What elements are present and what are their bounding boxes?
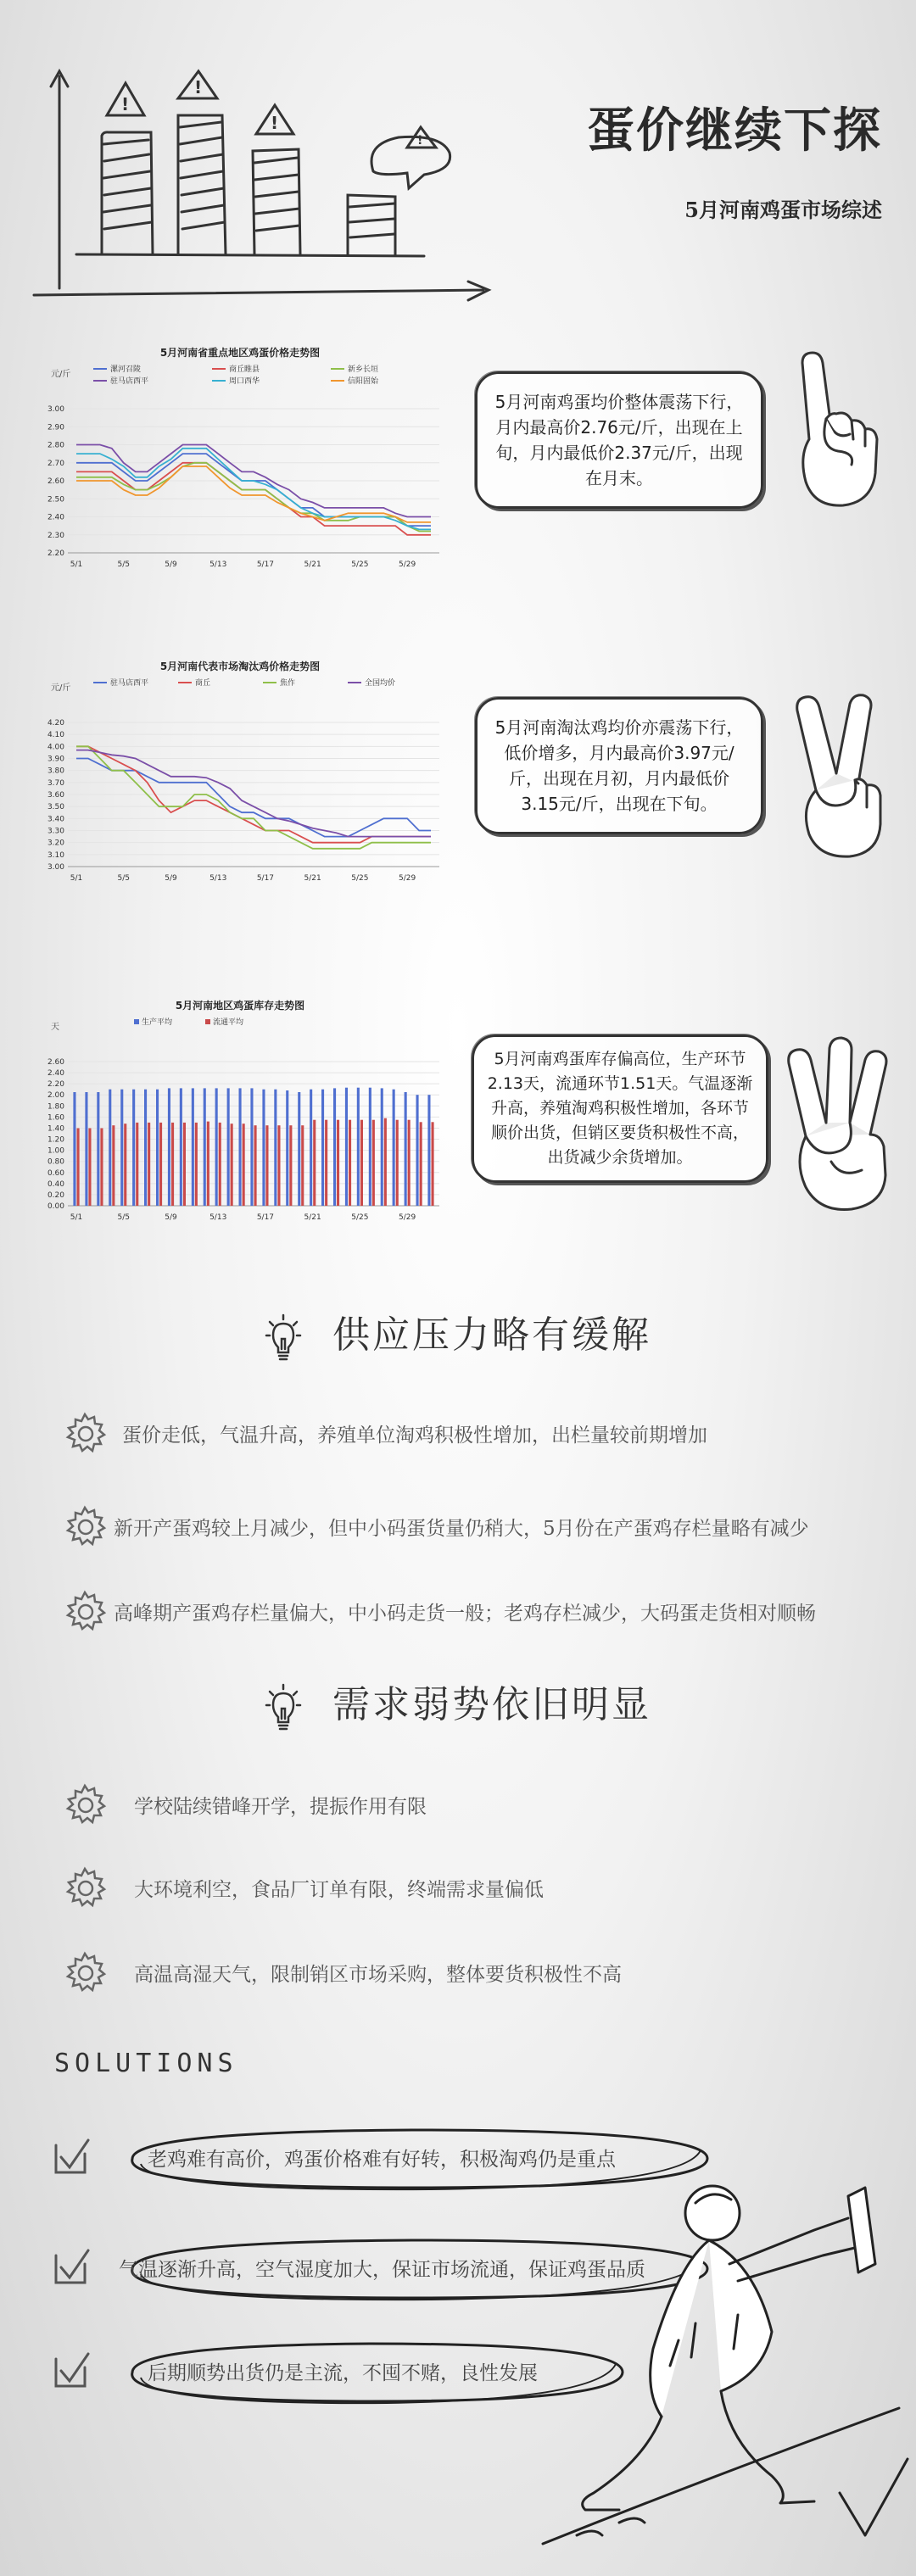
bar-2 bbox=[420, 1122, 422, 1206]
y-tick-label: 2.90 bbox=[47, 423, 64, 432]
bar-1 bbox=[274, 1090, 276, 1206]
x-tick-label: 5/29 bbox=[399, 560, 416, 569]
svg-text:!: ! bbox=[271, 113, 279, 133]
gear-icon bbox=[59, 1408, 110, 1458]
bar-1 bbox=[381, 1088, 383, 1206]
y-tick-label: 3.50 bbox=[47, 803, 64, 812]
bar-2 bbox=[171, 1123, 174, 1206]
y-tick-label: 2.00 bbox=[47, 1091, 64, 1101]
y-tick-label: 2.60 bbox=[47, 477, 64, 486]
series-line-5 bbox=[76, 449, 431, 530]
supply-point-1 bbox=[59, 1408, 707, 1458]
y-tick-label: 2.70 bbox=[47, 459, 64, 468]
gear-icon bbox=[59, 1586, 110, 1636]
bar-2 bbox=[254, 1125, 257, 1206]
gear-icon bbox=[59, 1779, 110, 1830]
x-tick-label: 5/9 bbox=[165, 874, 177, 883]
legend-entry: 生产平均 bbox=[142, 1018, 173, 1027]
y-tick-label: 0.00 bbox=[47, 1202, 64, 1211]
legend-entry: 新乡长垣 bbox=[348, 365, 379, 374]
legend-entry: 周口西华 bbox=[229, 377, 260, 386]
y-tick-label: 0.20 bbox=[47, 1190, 64, 1200]
legend-entry: 全国均价 bbox=[365, 679, 396, 688]
bar-1 bbox=[405, 1092, 407, 1206]
bar-1 bbox=[427, 1095, 430, 1206]
y-tick-label: 2.80 bbox=[47, 441, 64, 450]
checkbox-checked-icon bbox=[51, 2245, 93, 2288]
pushing-man-sketch bbox=[543, 2137, 908, 2561]
bar-1 bbox=[357, 1088, 360, 1206]
bar-1 bbox=[321, 1090, 324, 1206]
supply-point-text: 新开产蛋鸡较上月减少，但中小码蛋货量仍稍大，5月份在产蛋鸡存栏量略有减少 bbox=[114, 1517, 809, 1540]
chart-title: 5月河南地区鸡蛋库存走势图 bbox=[175, 1000, 305, 1012]
legend-entry: 漯河召陵 bbox=[110, 365, 142, 374]
bar-1 bbox=[97, 1092, 99, 1206]
x-tick-label: 5/17 bbox=[256, 874, 275, 883]
y-tick-label: 0.80 bbox=[47, 1157, 64, 1167]
y-tick-label: 2.40 bbox=[47, 1069, 64, 1079]
lightbulb-icon bbox=[265, 1681, 302, 1732]
supply-heading-text: 供应压力略有缓解 bbox=[332, 1313, 651, 1357]
checkbox-checked-icon bbox=[51, 2349, 93, 2391]
checkbox-checked-icon bbox=[51, 2135, 93, 2177]
x-tick-label: 5/13 bbox=[209, 560, 227, 569]
gear-icon bbox=[59, 1862, 110, 1913]
chart-title: 5月河南省重点地区鸡蛋价格走势图 bbox=[159, 347, 321, 359]
bar-2 bbox=[265, 1125, 268, 1206]
legend-entry: 焦作 bbox=[280, 679, 296, 688]
x-tick-label: 5/1 bbox=[70, 874, 83, 883]
x-tick-label: 5/13 bbox=[209, 1213, 227, 1222]
bar-2 bbox=[432, 1122, 434, 1206]
series-line-3 bbox=[76, 463, 431, 532]
bar-2 bbox=[77, 1129, 80, 1207]
y-tick-label: 4.10 bbox=[47, 731, 64, 740]
bar-2 bbox=[360, 1120, 363, 1206]
bar-1 bbox=[180, 1088, 182, 1206]
bar-2 bbox=[100, 1129, 103, 1207]
series-line-3 bbox=[76, 746, 431, 849]
y-tick-label: 3.60 bbox=[47, 791, 64, 800]
lightbulb-icon bbox=[265, 1312, 302, 1363]
x-tick-label: 5/9 bbox=[165, 1213, 177, 1222]
x-tick-label: 5/5 bbox=[117, 1213, 130, 1222]
legend-entry: 驻马店西平 bbox=[110, 377, 149, 386]
supply-section-heading bbox=[0, 1306, 916, 1365]
x-tick-label: 5/1 bbox=[70, 1213, 83, 1222]
bar-2 bbox=[243, 1124, 245, 1206]
bar-1 bbox=[393, 1090, 395, 1206]
bar-1 bbox=[416, 1095, 419, 1206]
x-tick-label: 5/25 bbox=[351, 1213, 369, 1222]
y-tick-label: 3.00 bbox=[47, 405, 64, 414]
bar-2 bbox=[289, 1125, 292, 1206]
bar-2 bbox=[124, 1124, 126, 1206]
bar-2 bbox=[384, 1118, 387, 1206]
y-tick-label: 3.10 bbox=[47, 850, 64, 860]
y-tick-label: 2.20 bbox=[47, 549, 64, 558]
bar-2 bbox=[372, 1120, 375, 1206]
demand-point-text: 学校陆续错峰开学，提振作用有限 bbox=[134, 1795, 427, 1818]
legend-swatch bbox=[205, 1019, 210, 1024]
x-tick-label: 5/29 bbox=[399, 1213, 416, 1222]
y-tick-label: 2.30 bbox=[47, 531, 64, 540]
page-subtitle: 5月河南鸡蛋市场综述 bbox=[684, 198, 882, 222]
y-axis-label: 天 bbox=[51, 1023, 59, 1032]
x-tick-label: 5/21 bbox=[304, 874, 321, 883]
bar-2 bbox=[349, 1120, 351, 1206]
x-tick-label: 5/17 bbox=[256, 560, 275, 569]
solution-text: 后期顺势出货仍是主流，不囤不赌，良性发展 bbox=[148, 2362, 538, 2384]
x-tick-label: 5/21 bbox=[304, 1213, 321, 1222]
bar-1 bbox=[204, 1088, 206, 1206]
summary-bubble-inventory: 5月河南鸡蛋库存偏高位，生产环节2.13天，流通环节1.51天。气温逐渐升高，养殖淘鸡积极性增加，各环节顺价出货，但销区要货积极性不高，出货减少余货增加。 bbox=[472, 1034, 768, 1183]
bar-2 bbox=[313, 1120, 316, 1206]
y-tick-label: 1.80 bbox=[47, 1102, 64, 1112]
svg-text:!: ! bbox=[194, 77, 203, 98]
supply-point-3 bbox=[59, 1586, 816, 1636]
series-line-4 bbox=[76, 750, 431, 837]
hand-two-fingers-icon bbox=[782, 689, 892, 867]
hero-bar-sketch bbox=[25, 59, 500, 314]
demand-point-2 bbox=[59, 1862, 544, 1913]
bar-2 bbox=[207, 1122, 209, 1206]
bar-1 bbox=[144, 1090, 147, 1206]
bar-1 bbox=[298, 1092, 300, 1206]
x-tick-label: 5/1 bbox=[70, 560, 83, 569]
y-tick-label: 4.20 bbox=[47, 719, 64, 728]
bar-2 bbox=[195, 1123, 198, 1206]
bar-2 bbox=[231, 1124, 233, 1206]
bar-1 bbox=[215, 1088, 218, 1206]
bar-1 bbox=[120, 1090, 123, 1206]
demand-heading-text: 需求弱势依旧明显 bbox=[332, 1683, 651, 1726]
y-axis-label: 元/斤 bbox=[51, 683, 71, 693]
bar-1 bbox=[109, 1090, 111, 1206]
demand-point-text: 高温高湿天气，限制销区市场采购，整体要货积极性不高 bbox=[134, 1963, 622, 1986]
svg-text:!: ! bbox=[121, 94, 130, 114]
bar-2 bbox=[408, 1120, 411, 1206]
legend-entry: 驻马店西平 bbox=[110, 679, 149, 688]
bar-2 bbox=[88, 1129, 91, 1207]
y-tick-label: 3.30 bbox=[47, 827, 64, 836]
bar-2 bbox=[337, 1120, 339, 1206]
bar-2 bbox=[159, 1123, 162, 1206]
series-line-6 bbox=[76, 466, 431, 522]
y-tick-label: 3.70 bbox=[47, 778, 64, 788]
bar-2 bbox=[277, 1125, 280, 1206]
x-tick-label: 5/29 bbox=[399, 874, 416, 883]
y-tick-label: 0.40 bbox=[47, 1179, 64, 1189]
bar-1 bbox=[239, 1088, 242, 1206]
bar-2 bbox=[136, 1123, 138, 1206]
solutions-label: SOLUTIONS bbox=[54, 2049, 238, 2078]
x-tick-label: 5/25 bbox=[351, 560, 369, 569]
legend-entry: 商丘 bbox=[195, 679, 211, 688]
legend-entry: 流通平均 bbox=[213, 1018, 244, 1027]
bar-1 bbox=[262, 1090, 265, 1206]
x-tick-label: 5/21 bbox=[304, 560, 321, 569]
y-axis-label: 元/斤 bbox=[51, 370, 71, 379]
bar-1 bbox=[73, 1092, 75, 1206]
gear-icon bbox=[59, 1947, 110, 1998]
solution-text: 老鸡难有高价，鸡蛋价格难有好转，积极淘鸡仍是重点 bbox=[148, 2149, 616, 2171]
demand-point-3 bbox=[59, 1947, 622, 1998]
x-tick-label: 5/5 bbox=[117, 560, 130, 569]
bar-1 bbox=[286, 1090, 288, 1206]
bar-1 bbox=[168, 1088, 170, 1206]
bar-1 bbox=[369, 1088, 371, 1206]
y-tick-label: 1.00 bbox=[47, 1146, 64, 1156]
y-tick-label: 4.00 bbox=[47, 743, 64, 752]
y-tick-label: 2.20 bbox=[47, 1080, 64, 1090]
x-tick-label: 5/9 bbox=[165, 560, 177, 569]
svg-text:!: ! bbox=[417, 134, 423, 148]
bar-2 bbox=[219, 1123, 221, 1206]
bar-1 bbox=[345, 1088, 348, 1206]
hand-three-fingers-icon bbox=[780, 1034, 899, 1221]
y-tick-label: 3.00 bbox=[47, 863, 64, 872]
hand-one-finger-icon bbox=[784, 346, 885, 516]
bar-1 bbox=[227, 1088, 230, 1206]
legend-entry: 信阳固始 bbox=[348, 377, 379, 386]
bar-2 bbox=[112, 1125, 114, 1206]
bar-2 bbox=[183, 1123, 186, 1206]
supply-point-text: 蛋价走低，气温升高，养殖单位淘鸡积极性增加，出栏量较前期增加 bbox=[122, 1424, 707, 1447]
culled-hen-price-line-chart bbox=[49, 653, 448, 890]
y-tick-label: 2.50 bbox=[47, 495, 64, 505]
y-tick-label: 3.40 bbox=[47, 815, 64, 824]
bar-1 bbox=[250, 1088, 253, 1206]
chart-title: 5月河南代表市场淘汰鸡价格走势图 bbox=[159, 661, 321, 672]
y-tick-label: 1.20 bbox=[47, 1135, 64, 1145]
y-tick-label: 1.60 bbox=[47, 1113, 64, 1123]
y-tick-label: 1.40 bbox=[47, 1124, 64, 1134]
y-tick-label: 2.60 bbox=[47, 1058, 64, 1067]
y-tick-label: 0.60 bbox=[47, 1168, 64, 1178]
supply-point-2 bbox=[59, 1501, 809, 1552]
x-tick-label: 5/5 bbox=[117, 874, 130, 883]
bar-1 bbox=[192, 1088, 194, 1206]
bar-2 bbox=[325, 1120, 327, 1206]
y-tick-label: 3.80 bbox=[47, 767, 64, 776]
supply-point-text: 高峰期产蛋鸡存栏量偏大，中小码走货一般；老鸡存栏减少，大码蛋走货相对顺畅 bbox=[114, 1602, 816, 1625]
demand-point-text: 大环境利空，食品厂订单有限，终端需求量偏低 bbox=[134, 1878, 544, 1901]
bar-1 bbox=[85, 1092, 87, 1206]
x-tick-label: 5/17 bbox=[256, 1213, 275, 1222]
solution-text: 气温逐渐升高，空气湿度加大，保证市场流通，保证鸡蛋品质 bbox=[119, 2259, 645, 2281]
x-tick-label: 5/25 bbox=[351, 874, 369, 883]
y-tick-label: 3.90 bbox=[47, 755, 64, 764]
bar-2 bbox=[148, 1123, 150, 1206]
legend-swatch bbox=[134, 1019, 139, 1024]
summary-bubble-egg-price: 5月河南鸡蛋均价整体震荡下行，月内最高价2.76元/斤，出现在上旬，月内最低价2.37元/斤，出现在月末。 bbox=[475, 371, 763, 509]
egg-price-line-chart bbox=[49, 339, 448, 577]
y-tick-label: 3.20 bbox=[47, 839, 64, 848]
demand-section-heading bbox=[0, 1676, 916, 1735]
summary-bubble-hen-price: 5月河南淘汰鸡均价亦震荡下行，低价增多，月内最高价3.97元/斤，出现在月初，月内最低价3.15元/斤，出现在下旬。 bbox=[475, 697, 763, 834]
gear-icon bbox=[59, 1501, 110, 1552]
y-tick-label: 2.40 bbox=[47, 513, 64, 522]
demand-point-1 bbox=[59, 1779, 427, 1830]
legend-entry: 商丘睢县 bbox=[229, 365, 260, 374]
bar-2 bbox=[301, 1125, 304, 1206]
bar-1 bbox=[310, 1090, 312, 1206]
bar-2 bbox=[396, 1120, 399, 1206]
egg-inventory-bar-chart bbox=[49, 992, 448, 1229]
bar-1 bbox=[156, 1090, 159, 1206]
page-title: 蛋价继续下探 bbox=[587, 103, 882, 159]
x-tick-label: 5/13 bbox=[209, 874, 227, 883]
bar-1 bbox=[132, 1090, 135, 1206]
bar-1 bbox=[333, 1088, 336, 1206]
